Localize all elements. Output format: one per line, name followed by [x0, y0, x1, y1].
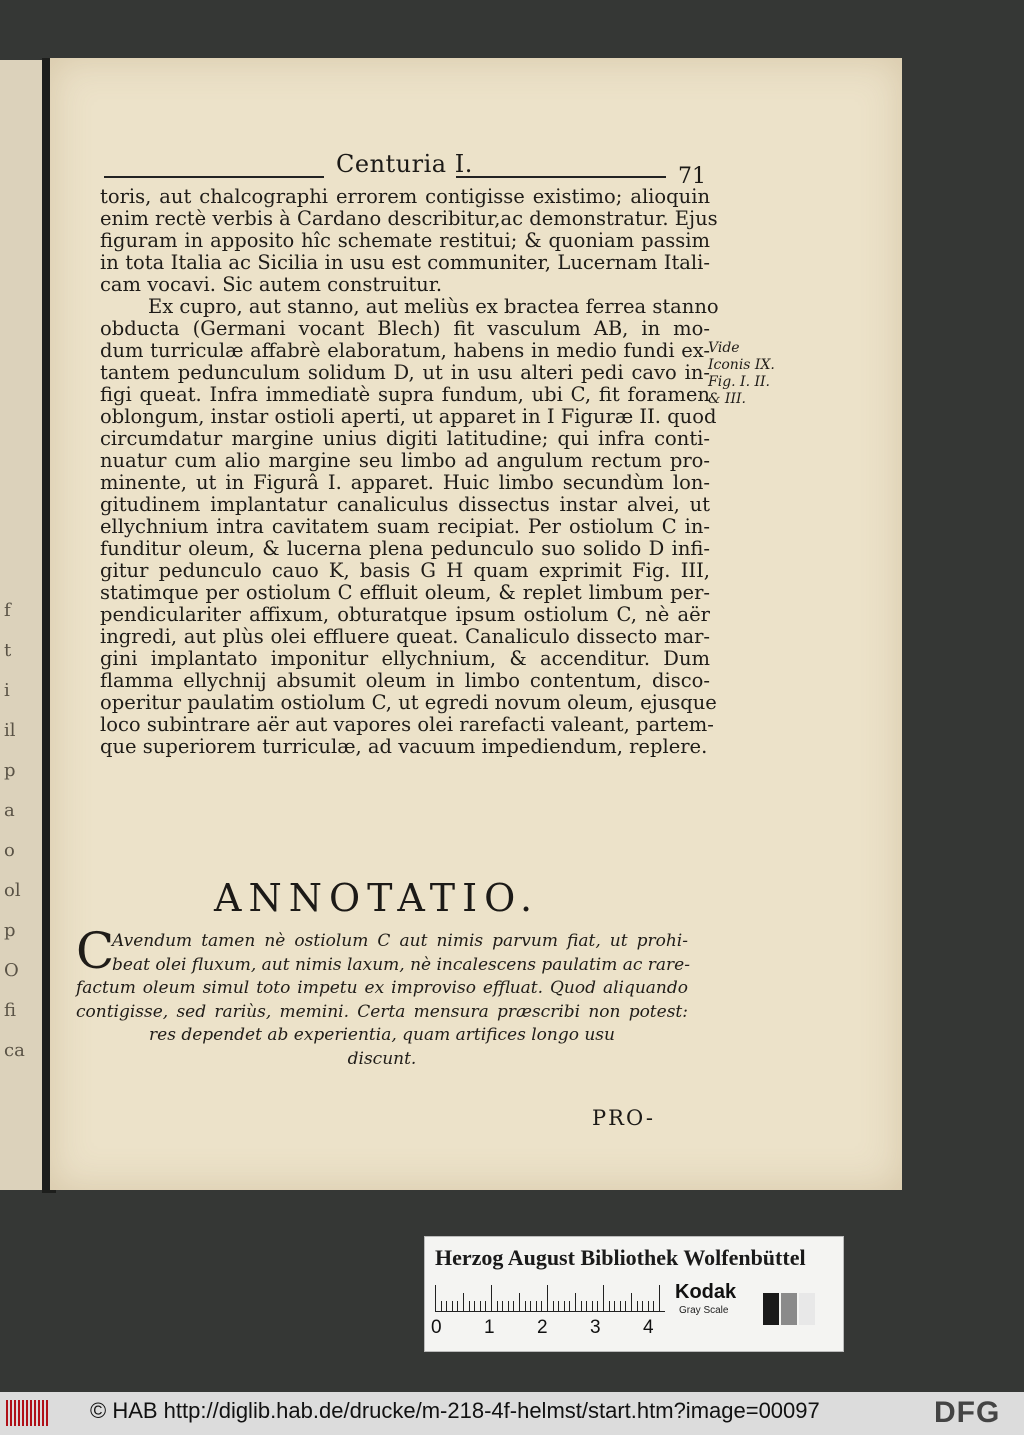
gray-scale-label: Gray Scale: [679, 1305, 729, 1316]
annotation-line: factum oleum simul toto impetu ex improviso effluat. Quod aliquando: [76, 978, 688, 998]
ruler-tick: [491, 1285, 492, 1311]
ruler-tick: [586, 1301, 587, 1311]
ruler-tick: [497, 1301, 498, 1311]
gray-swatch-light: [799, 1293, 815, 1325]
ruler-tick: [603, 1285, 604, 1311]
ruler-tick: [653, 1301, 654, 1311]
logo-bar: [46, 1400, 48, 1426]
previous-page-fragment: a: [4, 800, 15, 821]
previous-page-fragment: il: [4, 720, 16, 741]
header-rule-left: [104, 176, 324, 178]
ruler-tick: [452, 1301, 453, 1311]
margin-note-line: & III.: [708, 391, 746, 407]
ruler-tick: [463, 1293, 464, 1311]
previous-page-fragment: O: [4, 960, 19, 981]
header-title: Centuria I.: [336, 150, 473, 178]
source-citation: © HAB http://diglib.hab.de/drucke/m-218-4f-helmst/start.htm?image=00097: [90, 1398, 820, 1423]
logo-bar: [18, 1400, 20, 1426]
ruler-tick: [485, 1301, 486, 1311]
previous-page-fragment: p: [4, 920, 16, 941]
scale-number: 3: [590, 1317, 601, 1338]
text-line: circumdatur margine unius digiti latitudine; qui infra conti-: [100, 427, 710, 450]
ruler-tick: [642, 1301, 643, 1311]
text-line: enim rectè verbis à Cardano describitur,ac demonstratur. Ejus: [100, 207, 718, 230]
ruler-tick: [446, 1301, 447, 1311]
ruler-tick: [457, 1301, 458, 1311]
logo-bar: [42, 1400, 44, 1426]
ruler-tick: [547, 1285, 548, 1311]
gray-swatch-mid: [781, 1293, 797, 1325]
ruler-tick: [575, 1293, 576, 1311]
ruler-tick: [648, 1301, 649, 1311]
ruler-tick: [469, 1301, 470, 1311]
previous-page-fragment: t: [4, 640, 12, 661]
ruler-tick: [480, 1301, 481, 1311]
annotation-line: contigisse, sed rariùs, memini. Certa mensura præscribi non potest:: [76, 1001, 688, 1022]
ruler-tick: [609, 1301, 610, 1311]
hab-logo-icon: [6, 1400, 50, 1426]
margin-note: [708, 340, 794, 408]
margin-note-line: Fig. I. II.: [708, 374, 770, 390]
ruler-tick: [474, 1301, 475, 1311]
ruler-tick: [519, 1293, 520, 1311]
ruler-tick: [513, 1301, 514, 1311]
ruler-tick: [659, 1285, 660, 1311]
logo-bar: [6, 1400, 8, 1426]
ruler-tick: [558, 1301, 559, 1311]
text-line: ellychnium intra cavitatem suam recipiat. Per ostiolum C in-: [100, 515, 710, 538]
annotation-line: beat olei fluxum, aut nimis laxum, nè incalescens paulatim ac rare-: [112, 954, 690, 975]
ruler-tick: [614, 1301, 615, 1311]
text-line: gitur pedunculo cauo K, basis G H quam exprimit Fig. III,: [100, 559, 710, 582]
kodak-logo: Kodak: [675, 1281, 737, 1303]
text-line: funditur oleum, & lucerna plena pedunculo suo solido D infi-: [100, 537, 710, 560]
text-line: operitur paulatim ostiolum C, ut egredi novum oleum, ejusque: [100, 691, 717, 714]
page-number: 71: [678, 164, 706, 189]
scale-number: 0: [431, 1317, 442, 1338]
ruler-tick: [553, 1301, 554, 1311]
previous-page-fragment: f: [4, 600, 11, 621]
ruler-tick: [581, 1301, 582, 1311]
text-line: statimque per ostiolum C effluit oleum, & replet limbum per-: [100, 581, 710, 604]
header-rule-right: [456, 176, 666, 178]
library-name: Herzog August Bibliothek Wolfenbüttel: [435, 1245, 806, 1270]
logo-bar: [38, 1400, 40, 1426]
running-header: [104, 150, 714, 189]
gray-swatch-black: [763, 1293, 779, 1325]
text-line: tantem pedunculum solidum D, ut in usu alteri pedi cavo in-: [100, 361, 710, 384]
previous-page-fragment: i: [4, 680, 10, 701]
logo-bar: [22, 1400, 24, 1426]
ruler-tick: [441, 1301, 442, 1311]
logo-bar: [10, 1400, 12, 1426]
drop-capital: C: [76, 922, 115, 980]
ruler-tick: [631, 1293, 632, 1311]
ruler-tick: [625, 1301, 626, 1311]
logo-bar: [26, 1400, 28, 1426]
text-line: figuram in apposito hîc schemate restitui; & quoniam passim: [100, 229, 710, 252]
logo-bar: [14, 1400, 16, 1426]
logo-bar: [30, 1400, 32, 1426]
previous-page-fragment: ca: [4, 1040, 25, 1061]
previous-page-fragment: ol: [4, 880, 21, 901]
scale-number: 1: [484, 1317, 495, 1338]
ruler-tick: [525, 1301, 526, 1311]
footer-bar: [0, 1392, 1024, 1435]
text-line: toris, aut chalcographi errorem contigisse existimo; alioquin: [100, 185, 710, 208]
ruler-tick: [637, 1301, 638, 1311]
ruler-tick: [620, 1301, 621, 1311]
annotation-line: discunt.: [347, 1048, 417, 1069]
annotation-heading: ANNOTATIO.: [214, 876, 540, 920]
catchword: PRO-: [592, 1106, 656, 1130]
text-line: obducta (Germani vocant Blech) fit vasculum AB, in mo-: [100, 317, 710, 340]
ruler-tick: [569, 1301, 570, 1311]
scale-number: 2: [537, 1317, 548, 1338]
annotation-line: Avendum tamen nè ostiolum C aut nimis parvum fiat, ut prohi-: [112, 931, 688, 951]
ruler-tick: [541, 1301, 542, 1311]
text-line: cam vocavi. Sic autem construitur.: [100, 273, 443, 296]
ruler-tick: [435, 1285, 436, 1311]
text-line: loco subintrare aër aut vapores olei rarefacti valeant, partem-: [100, 713, 714, 736]
text-line: oblongum, instar ostioli aperti, ut apparet in I Figuræ II. quod: [100, 405, 717, 428]
ruler-tick: [530, 1301, 531, 1311]
text-line: flamma ellychnij absumit oleum in limbo contentum, disco-: [100, 669, 710, 692]
main-text: [100, 185, 719, 758]
ruler-tick: [597, 1301, 598, 1311]
margin-note-line: Iconis IX.: [708, 357, 775, 373]
scale-ruler: [435, 1283, 665, 1312]
text-line: dum turriculæ affabrè elaboratum, habens in medio fundi ex-: [100, 339, 710, 362]
text-line: ingredi, aut plùs olei effluere queat. Canaliculo dissecto mar-: [100, 625, 710, 648]
color-target-card: [424, 1236, 844, 1352]
annotation-text: [76, 922, 690, 1071]
text-line: Ex cupro, aut stanno, aut meliùs ex bractea ferrea stanno: [148, 295, 719, 318]
previous-page-edge: [0, 60, 44, 1190]
ruler-tick: [502, 1301, 503, 1311]
text-line: gitudinem implantatur canaliculus dissectus instar alvei, ut: [100, 493, 710, 516]
logo-bar: [34, 1400, 36, 1426]
ruler-tick: [536, 1301, 537, 1311]
text-line: que superiorem turriculæ, ad vacuum impediendum, replere.: [100, 735, 708, 758]
ruler-tick: [592, 1301, 593, 1311]
margin-note-line: Vide: [708, 340, 740, 356]
text-line: nuatur cum alio margine seu limbo ad angulum rectum pro-: [100, 449, 710, 472]
text-line: minente, ut in Figurâ I. apparet. Huic limbo secundùm lon-: [100, 471, 710, 494]
ruler-tick: [508, 1301, 509, 1311]
ruler-tick: [564, 1301, 565, 1311]
text-line: figi queat. Infra immediatè supra fundum, ubi C, fit foramen: [100, 383, 710, 406]
scale-number: 4: [643, 1317, 654, 1338]
annotation-line: res dependet ab experientia, quam artifices longo usu: [149, 1025, 615, 1045]
text-line: gini implantato imponitur ellychnium, & accenditur. Dum: [100, 647, 710, 670]
dfg-logo: DFG: [934, 1396, 1001, 1429]
previous-page-fragment: o: [4, 840, 15, 861]
previous-page-fragment: fi: [4, 1000, 17, 1021]
previous-page-fragment: p: [4, 760, 16, 781]
text-line: pendiculariter affixum, obturatque ipsum ostiolum C, nè aër: [100, 603, 710, 626]
text-line: in tota Italia ac Sicilia in usu est communiter, Lucernam Itali-: [100, 251, 710, 274]
